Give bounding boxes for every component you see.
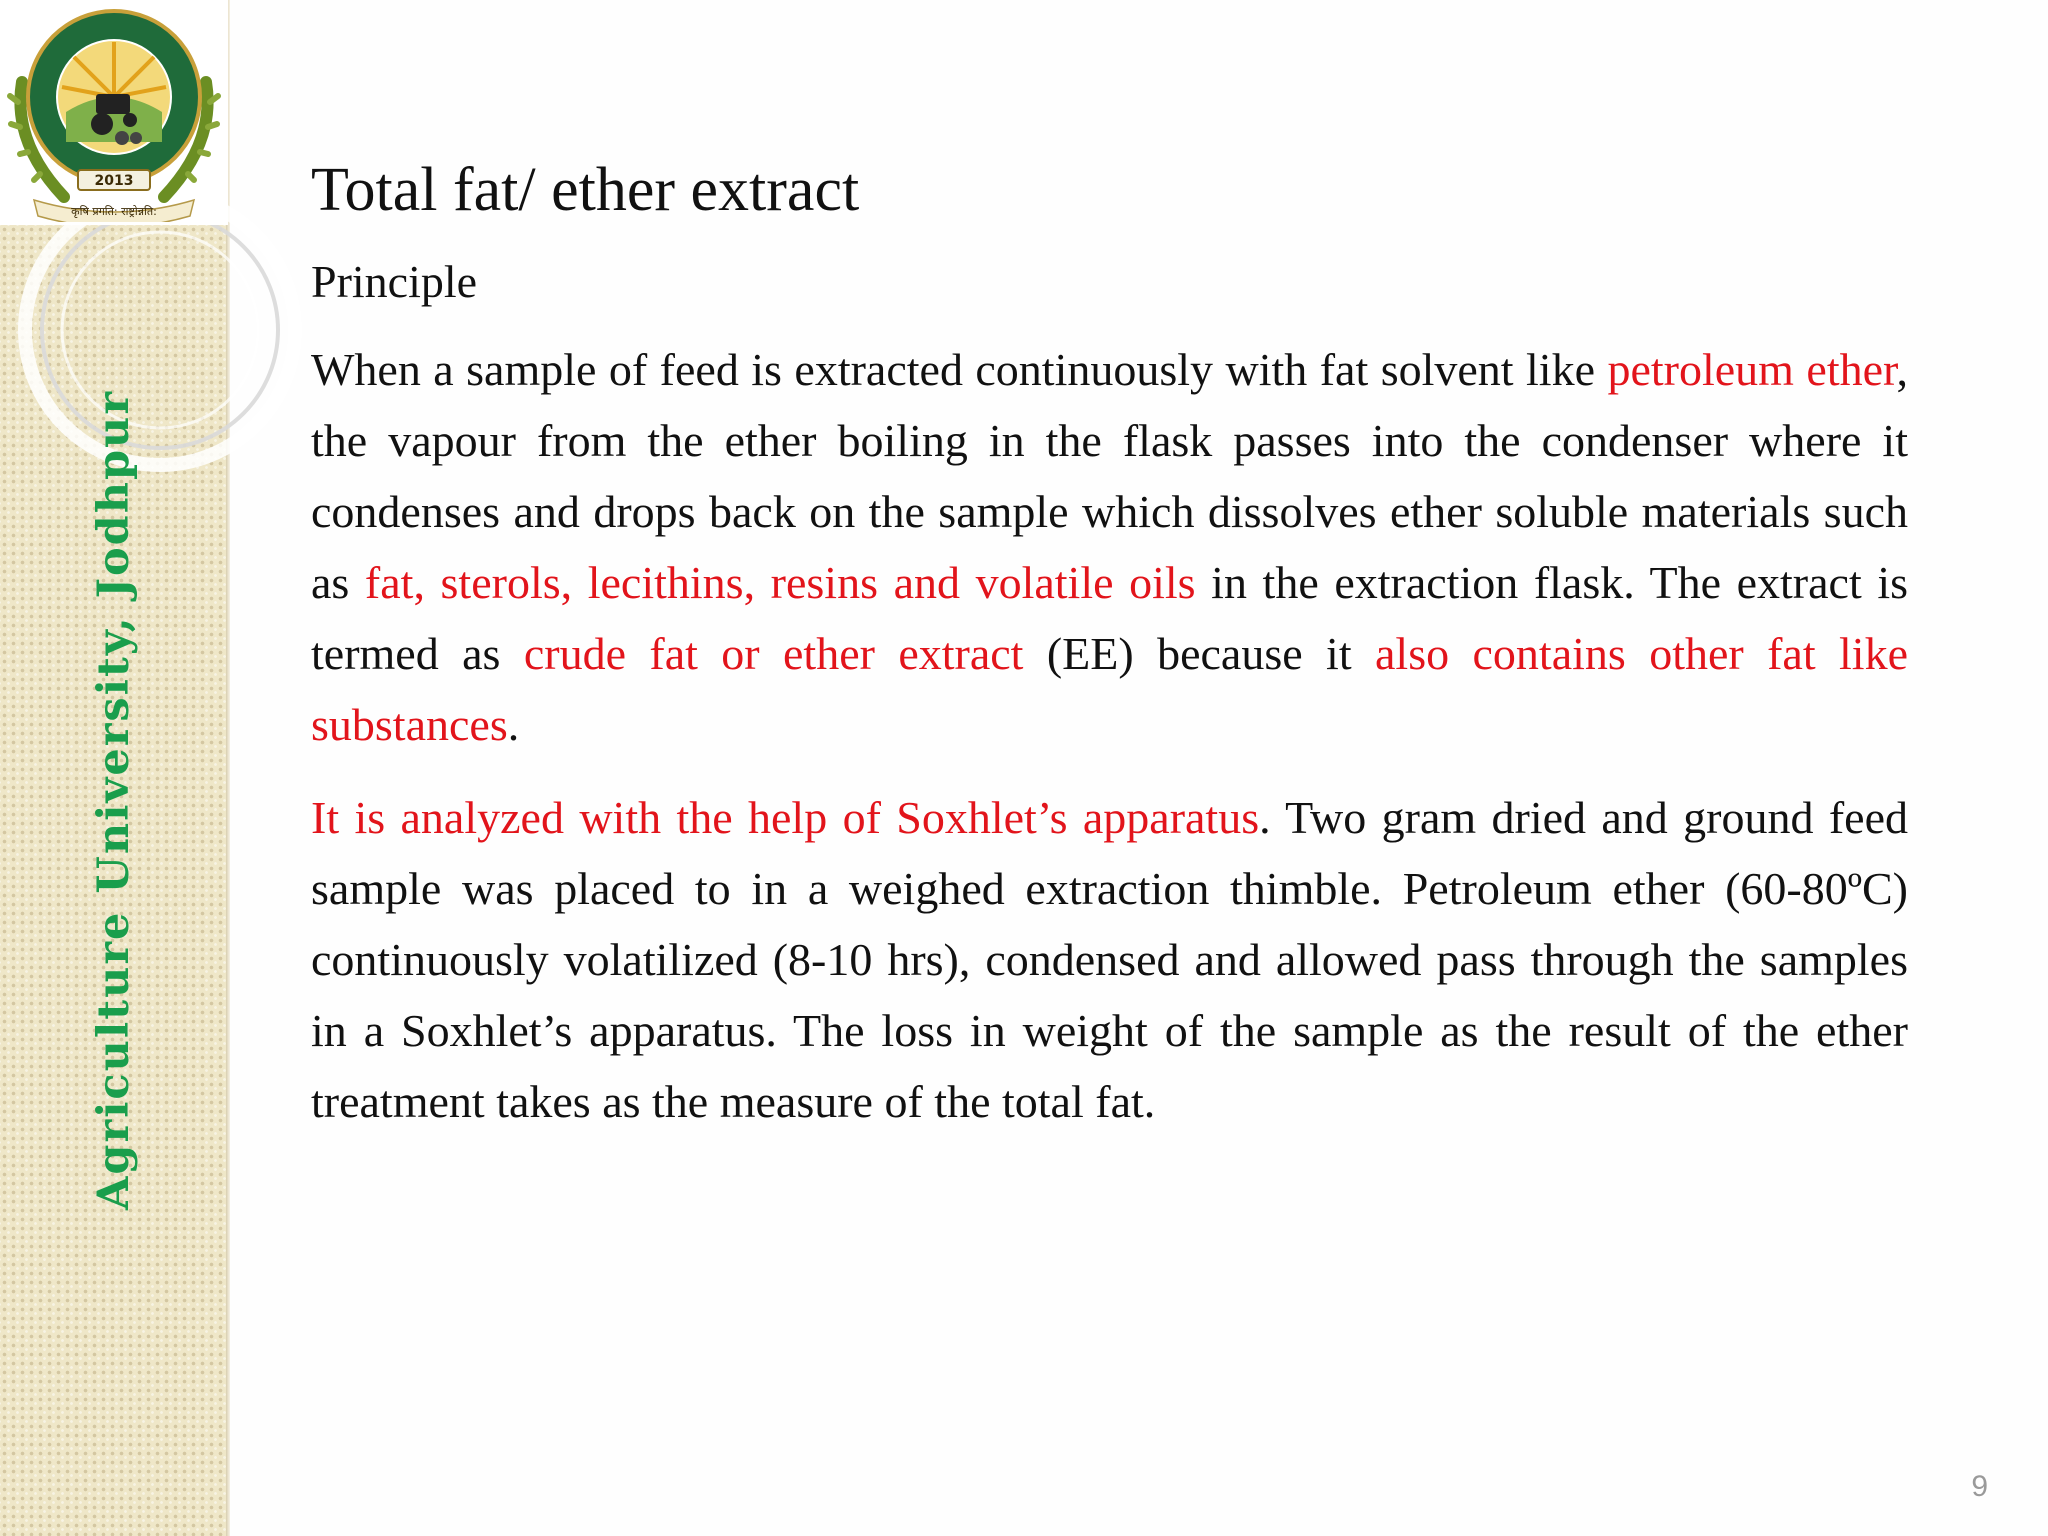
slide-title: Total fat/ ether extract — [311, 156, 860, 224]
highlight-petroleum-ether: petroleum ether — [1607, 344, 1897, 395]
text-run: in the extraction flask. The extract is termed as — [311, 557, 1908, 679]
highlight-fat-like-substances: also contains other fat like substances — [311, 628, 1908, 750]
seal-year: 2013 — [94, 173, 134, 189]
text-run: (EE) because it — [1023, 628, 1376, 679]
slide-content — [311, 150, 1908, 1159]
highlight-soxhlet-apparatus: It is analyzed with the help of Soxhlet’s apparatus — [311, 792, 1260, 843]
highlight-soluble-materials: fat, sterols, lecithins, resins and volatile oils — [364, 557, 1196, 608]
page-number: 9 — [1971, 1470, 1988, 1503]
highlight-crude-fat: crude fat or ether extract — [523, 628, 1024, 679]
principle-paragraph — [311, 334, 1908, 760]
text-run: When a sample of feed is extracted continuously with fat solvent like — [311, 344, 1608, 395]
seal-motto: कृषि प्रगति: राष्ट्रोन्नति: — [71, 205, 157, 218]
university-seal-logo — [4, 2, 224, 222]
university-name-vertical: Agriculture University, Jodhpur — [89, 390, 139, 1210]
text-run: . Two gram dried and ground feed sample was placed to in a weighed extraction thimble. Petroleum ether (60-80ºC) continuously volatilized (8-10 hrs), condensed and allowed pass through the samples in a Soxhlet’s apparatus. The loss in weight of the sample as the result of the ether treatment takes as the measure of the total fat. — [311, 792, 1908, 1127]
method-paragraph — [311, 782, 1908, 1137]
section-heading-principle: Principle — [311, 256, 478, 307]
text-run: . — [507, 699, 520, 750]
text-run: , the vapour from the ether boiling in the flask passes into the condenser where it condenses and drops back on the sample which dissolves ether soluble materials such as — [311, 344, 1908, 608]
